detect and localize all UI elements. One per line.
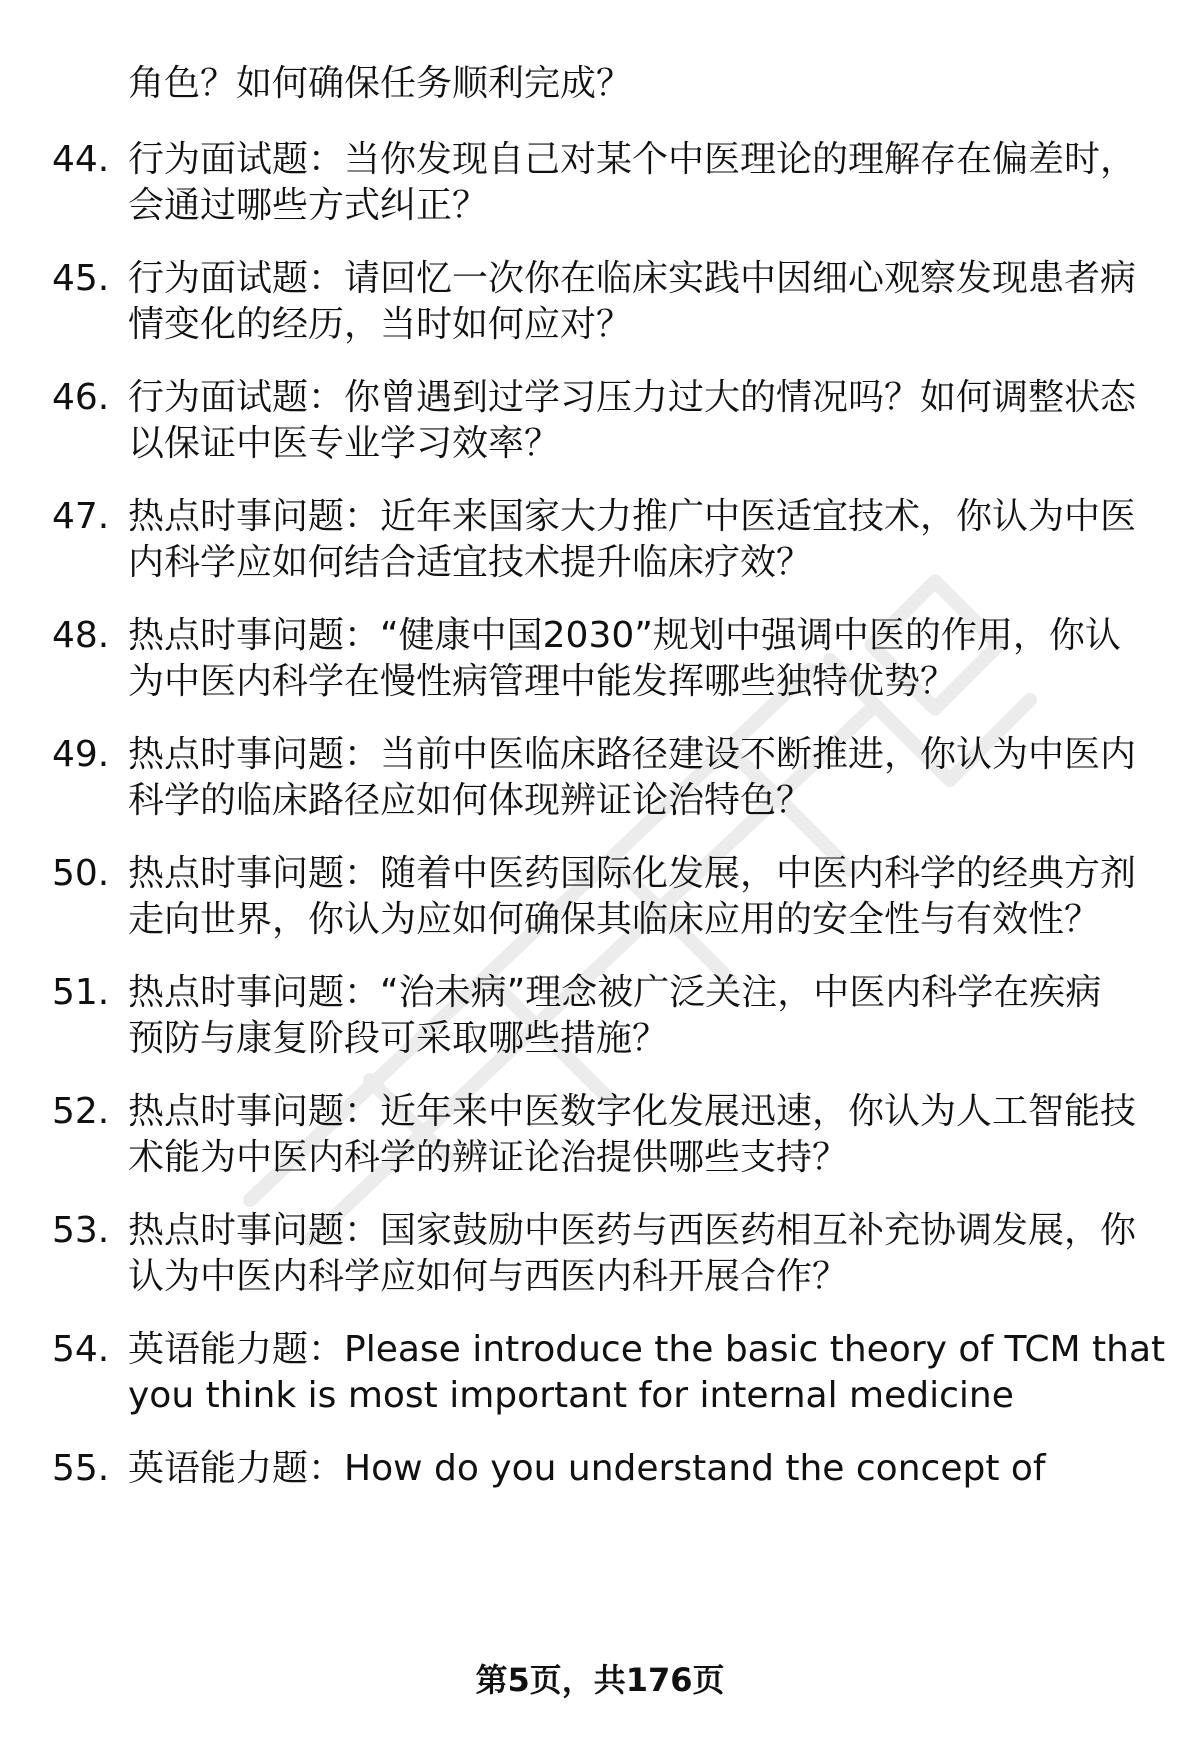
question-number: 45. <box>52 258 110 299</box>
question-text-line: 英语能力题：How do you understand the concept of <box>128 1448 1046 1489</box>
question-text-line: 行为面试题：你曾遇到过学习压力过大的情况吗？如何调整状态 <box>128 377 1137 418</box>
question-number: 50. <box>52 853 110 894</box>
question-text-line: 会通过哪些方式纠正？ <box>128 185 489 226</box>
question-text-line: 以保证中医专业学习效率？ <box>128 423 561 464</box>
question-number: 51. <box>52 972 110 1013</box>
question-text-line: 热点时事问题：“健康中国2030”规划中强调中医的作用，你认 <box>128 615 1121 656</box>
question-text-line: 认为中医内科学应如何与西医内科开展合作？ <box>128 1256 849 1297</box>
page-indicator: 第5页，共176页 <box>475 1661 725 1699</box>
question-number: 48. <box>52 615 110 656</box>
question-text-line: 英语能力题：Please introduce the basic theory of TCM that <box>128 1329 1166 1370</box>
question-text-line: you think is most important for internal medicine <box>128 1375 1014 1416</box>
question-text-line: 预防与康复阶段可采取哪些措施？ <box>128 1018 669 1059</box>
question-number: 46. <box>52 377 110 418</box>
question-text-line: 热点时事问题：当前中医临床路径建设不断推进，你认为中医内 <box>128 734 1137 775</box>
question-text-line: 术能为中医内科学的辨证论治提供哪些支持？ <box>128 1137 849 1178</box>
question-number: 55. <box>52 1448 110 1489</box>
question-text-line: 热点时事问题：国家鼓励中医药与西医药相互补充协调发展，你 <box>128 1210 1137 1251</box>
question-number: 44. <box>52 139 110 180</box>
question-number: 53. <box>52 1210 110 1251</box>
question-number: 49. <box>52 734 110 775</box>
question-text-line: 行为面试题：请回忆一次你在临床实践中因细心观察发现患者病 <box>128 258 1137 299</box>
question-text-line: 热点时事问题：“治未病”理念被广泛关注，中医内科学在疾病 <box>128 972 1102 1013</box>
question-text-line: 热点时事问题：近年来国家大力推广中医适宜技术，你认为中医 <box>128 496 1137 537</box>
question-number: 47. <box>52 496 110 537</box>
continued-question-text: 角色？如何确保任务顺利完成？ <box>128 63 633 104</box>
question-text-line: 热点时事问题：随着中医药国际化发展，中医内科学的经典方剂 <box>128 853 1137 894</box>
question-text-line: 行为面试题：当你发现自己对某个中医理论的理解存在偏差时， <box>128 139 1137 180</box>
question-text-line: 为中医内科学在慢性病管理中能发挥哪些独特优势？ <box>128 661 957 702</box>
question-text-line: 内科学应如何结合适宜技术提升临床疗效？ <box>128 542 813 583</box>
question-text-line: 热点时事问题：近年来中医数字化发展迅速，你认为人工智能技 <box>128 1091 1137 1132</box>
question-text-line: 情变化的经历，当时如何应对？ <box>128 304 633 345</box>
question-number: 52. <box>52 1091 110 1132</box>
question-text-line: 走向世界，你认为应如何确保其临床应用的安全性与有效性？ <box>128 899 1101 940</box>
question-text-line: 科学的临床路径应如何体现辨证论治特色？ <box>128 780 813 821</box>
question-number: 54. <box>52 1329 110 1370</box>
